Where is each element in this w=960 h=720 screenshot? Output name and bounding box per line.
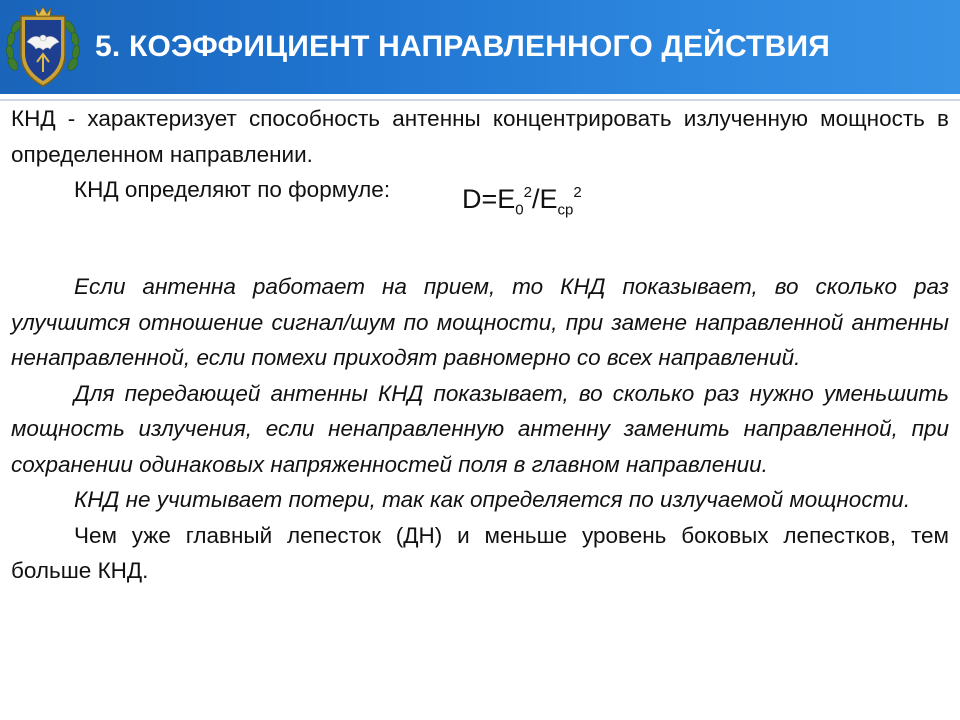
formula-sup-1: 2 <box>523 184 532 201</box>
formula-label: КНД определяют по формуле: <box>74 177 391 202</box>
slide-header <box>0 0 960 101</box>
lobe-paragraph: Чем уже главный лепесток (ДН) и меньше уровень боковых лепестков, тем больше КНД. <box>11 522 949 583</box>
formula-sub-avg: ср <box>557 201 574 219</box>
slide-content <box>11 101 949 589</box>
formula-sup-2: 2 <box>573 184 582 201</box>
header-divider <box>0 94 960 101</box>
formula-mid: /E <box>531 184 558 214</box>
formula-lhs: D=E <box>462 184 516 214</box>
transmit-paragraph: Для передающей антенны КНД показывает, во сколько раз нужно уменьшить мощность излучения, если ненаправленную антенну заменить направленной, при сохранении одинаковых напряженностей поля в главном направлении. <box>11 380 949 477</box>
receive-paragraph: Если антенна работает на прием, то КНД показывает, во сколько раз улучшится отношение сигнал/шум по мощности, при замене направленной антенны ненаправленной, если помехи приходят равномерно со всех направлений. <box>11 274 949 370</box>
slide-title: 5. КОЭФФИЦИЕНТ НАПРАВЛЕННОГО ДЕЙСТВИЯ <box>95 30 830 63</box>
definition-paragraph: КНД - характеризует способность антенны концентрировать излученную мощность в определенном направлении. <box>11 106 949 167</box>
formula-row <box>11 172 949 269</box>
losses-paragraph: КНД не учитывает потери, так как определяется по излучаемой мощности. <box>74 487 911 512</box>
formula-sub-0: 0 <box>515 201 524 219</box>
directivity-formula <box>462 184 582 219</box>
eagle-emblem-icon <box>3 2 83 92</box>
